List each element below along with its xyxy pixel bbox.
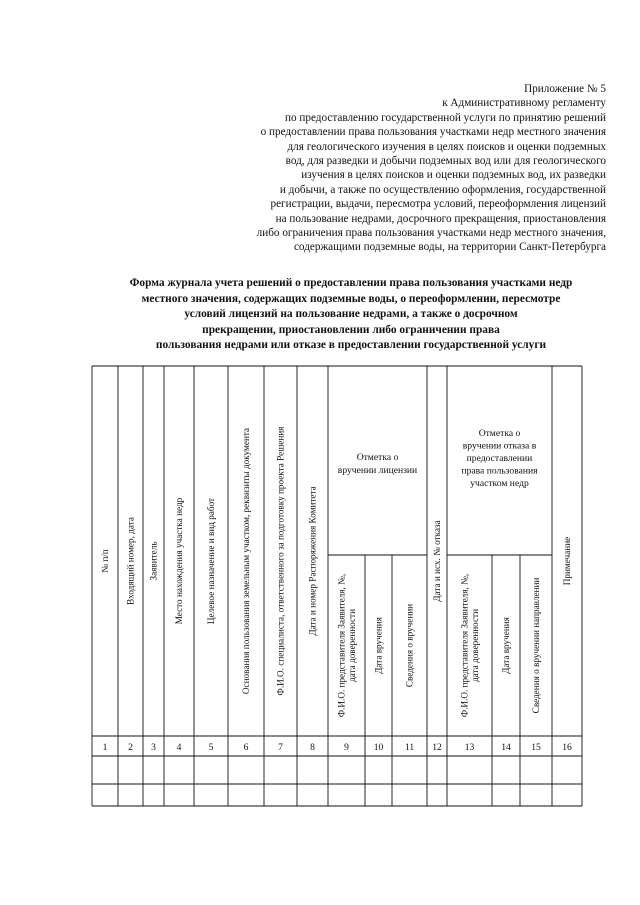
appendix-line: регистрации, выдачи, пересмотра условий, переоформления лицензий: [270, 198, 606, 211]
column-header-6: Основания пользования земельным участком, реквизиты документа: [241, 427, 251, 695]
column-header-15: Сведения о вручении направлении: [531, 577, 541, 714]
column-header-4: Место нахождения участка недр: [174, 497, 184, 625]
group-header-refusal: права пользования: [461, 465, 538, 477]
group-header-license: вручении лицензии: [337, 465, 418, 476]
column-header-7: Ф.И.О. специалиста, ответственного за подготовку проекта Решения: [275, 426, 286, 696]
column-number: 5: [208, 742, 214, 753]
column-header-3: Заявитель: [148, 541, 159, 581]
column-number: 2: [128, 742, 133, 753]
column-number: 11: [404, 742, 415, 753]
column-header-2: Входящий номер, дата: [125, 517, 136, 605]
column-number: 12: [432, 742, 442, 753]
appendix-line: по предоставлению государственной услуги по принятию решений: [285, 111, 606, 124]
column-header-5: Целевое назначение и вид работ: [206, 497, 216, 625]
group-header-refusal: Отметка о: [478, 428, 521, 439]
column-number: 9: [344, 742, 349, 753]
column-number: 4: [176, 742, 182, 753]
appendix-line: либо ограничения права пользования участками недр местного значения,: [256, 227, 606, 240]
column-header-8: Дата и номер Распоряжения Комитета: [307, 486, 318, 636]
column-header-9: дата доверенности: [346, 609, 357, 682]
column-header-13: дата доверенности: [469, 609, 480, 682]
appendix-line: к Административному регламенту: [442, 97, 606, 110]
appendix-line: изучения в целях поисков и оценки подземных вод, их разведки: [301, 169, 606, 182]
appendix-line: о предоставлении права пользования участками недр местного значения: [260, 126, 606, 139]
form-title-line: условий лицензий на пользование недрами, а также о досрочном: [184, 308, 518, 321]
form-title-line: прекращении, приостановлении либо ограничении права: [202, 323, 500, 336]
column-number: 3: [151, 742, 156, 753]
column-number: 6: [243, 742, 249, 753]
column-number: 14: [501, 742, 511, 753]
appendix-line: для геологического изучения в целях поисков и оценки подземных: [287, 140, 606, 153]
group-header-refusal: вручении отказа в: [462, 440, 537, 452]
column-header-11: Сведения о вручении: [404, 603, 415, 688]
group-header-license: Отметка о: [356, 452, 399, 463]
column-number: 16: [562, 742, 572, 753]
column-header-1: № п/п: [100, 549, 110, 573]
form-title-line: Форма журнала учета решений о предоставлении права пользования участками недр: [129, 277, 573, 289]
appendix-title: Приложение № 5: [524, 83, 606, 95]
column-header-13: Ф.И.О. представителя Заявителя, №,: [459, 573, 470, 718]
form-title-line: местного значения, содержащих подземные воды, о переоформлении, пересмотре: [141, 292, 561, 305]
column-header-10: Дата вручения: [373, 617, 384, 674]
appendix-line: содержащими подземные воды, на территории Санкт-Петербурга: [293, 241, 606, 254]
appendix-line: на пользование недрами, досрочного прекращения, приостановления: [275, 212, 606, 225]
group-header-refusal: предоставлении: [466, 453, 533, 464]
appendix-line: и добычи, а также по осуществлению оформления, государственной: [279, 183, 606, 196]
column-number: 10: [373, 742, 384, 753]
group-header-refusal: участком недр: [470, 478, 529, 489]
form-title-line: пользования недрами или отказе в предоставлении государственной услуги: [155, 339, 547, 352]
column-number: 1: [102, 742, 108, 753]
appendix-line: вод, для разведки и добычи подземных вод или для геологического: [285, 155, 606, 168]
column-number: 8: [310, 742, 315, 753]
column-header-9: Ф.И.О. представителя Заявителя, №,: [336, 573, 347, 718]
column-number: 15: [531, 742, 541, 753]
column-number: 7: [278, 742, 283, 753]
column-header-12: Дата и исх. № отказа: [432, 520, 442, 602]
column-header-14: Дата вручения: [501, 617, 511, 674]
column-number: 13: [464, 742, 475, 753]
column-header-16: Примечание: [562, 536, 572, 586]
